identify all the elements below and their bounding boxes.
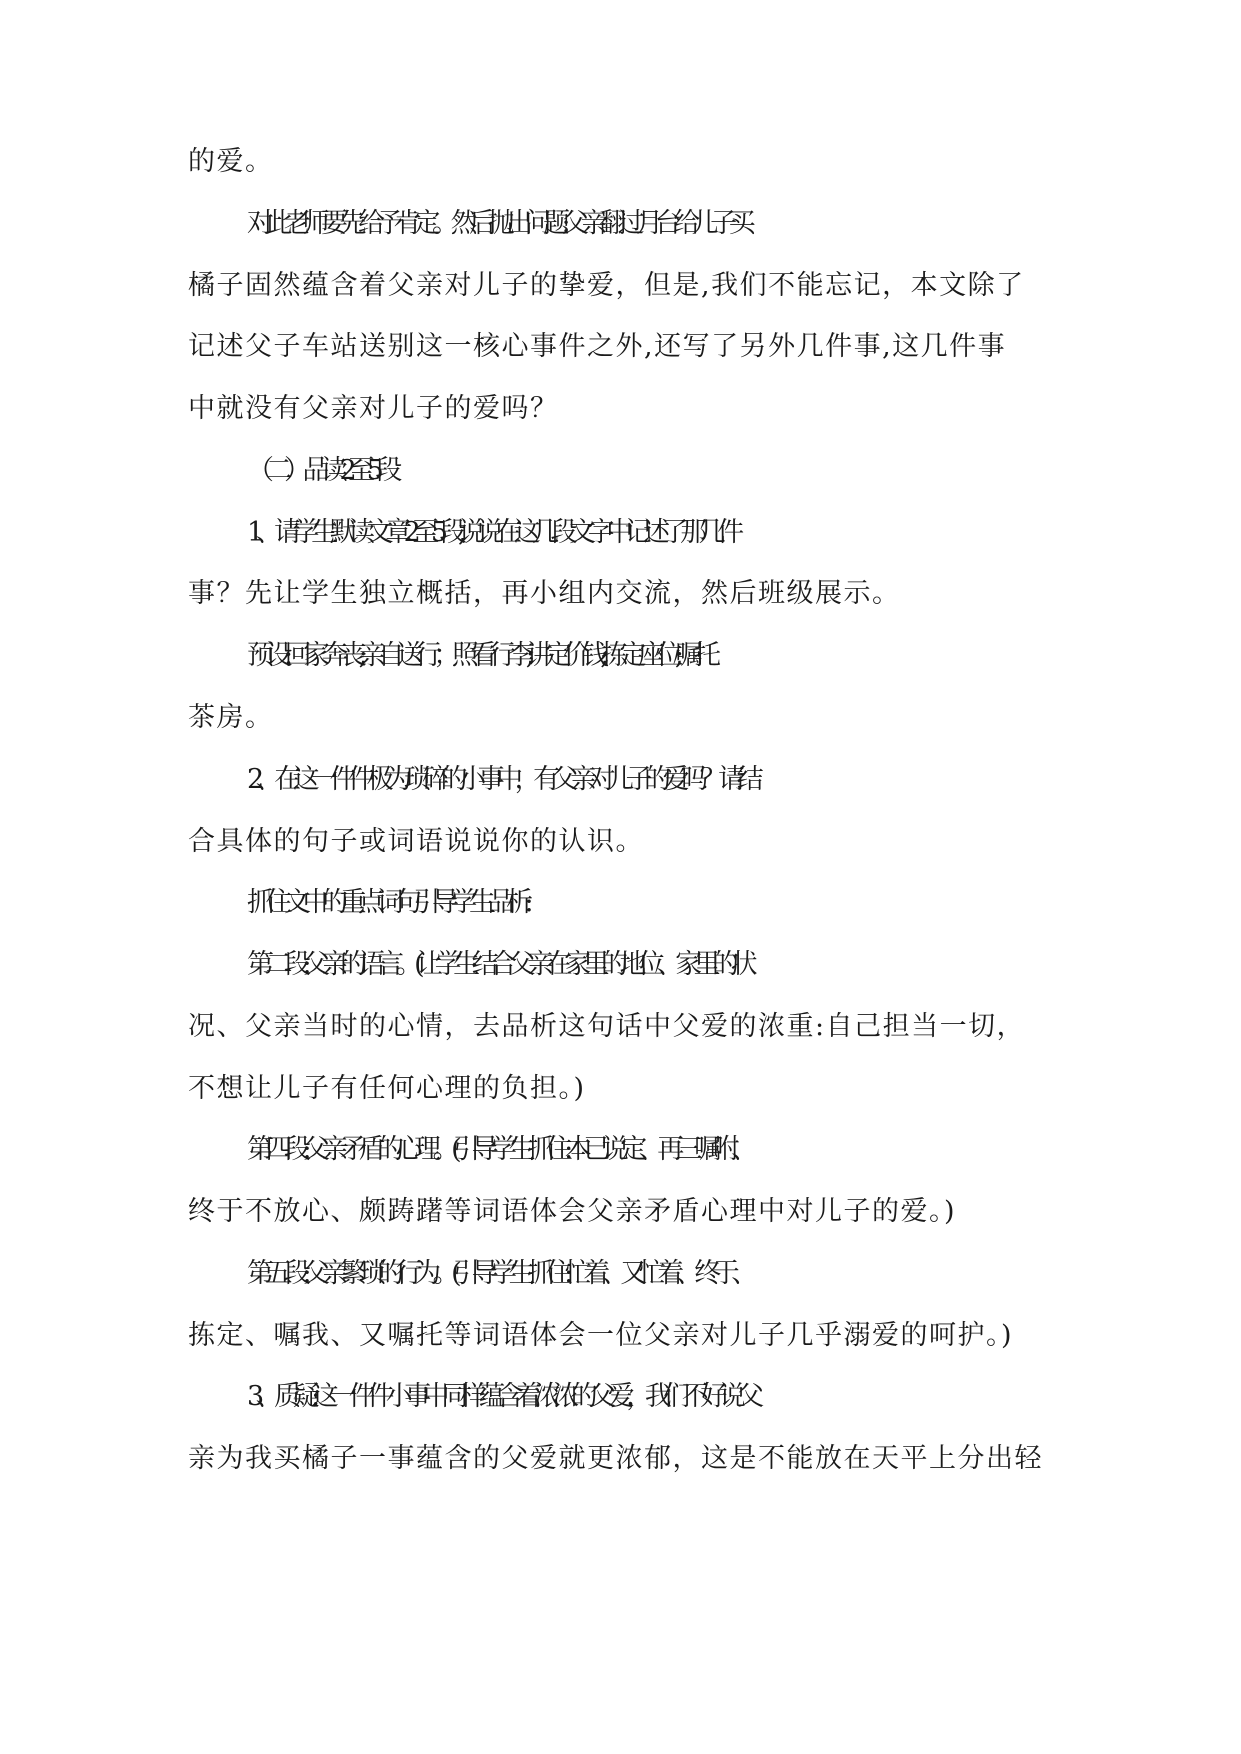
paragraph-line: 抓住文中的重点词句引导学生品析:: [247, 887, 526, 918]
paragraph-line: 拣定、嘱我、又嘱托等词语体会一位父亲对儿子几乎溺爱的呵护。): [188, 1320, 1014, 1351]
paragraph-line: 预设:回家奔丧;亲自送行；照看行李;讲定价钱;拣定座位;嘱托: [247, 640, 713, 671]
paragraph-line: 事？先让学生独立概括，再小组内交流，然后班级展示。: [188, 578, 901, 609]
paragraph-line: 橘子固然蕴含着父亲对儿子的挚爱，但是,我们不能忘记，本文除了: [188, 270, 1025, 301]
paragraph-line: 茶房。: [188, 702, 274, 733]
paragraph-line: 2、在这一件件极为琐碎的小事中，有父亲对儿子的爱吗？请结: [247, 764, 756, 795]
paragraph-line: 况、父亲当时的心情，去品析这句话中父爱的浓重:自己担当一切，: [188, 1011, 1026, 1042]
paragraph-line: 第二段:父亲的语言。(让学生结合父亲在家里的地位、家里的状: [247, 949, 750, 980]
paragraph-line: 对此老师要先给予肯定。然后抛出问题:父亲翻过月台给儿子买: [247, 208, 748, 239]
paragraph-line: 中就没有父亲对儿子的爱吗？: [188, 393, 559, 424]
paragraph-line: 1、请学生默读文章2至5段,说说在这几段文字中记述了那几件: [247, 517, 736, 548]
paragraph-line: 记述父子车站送别这一核心事件之外,还写了另外几件事,这几件事: [188, 331, 1007, 362]
paragraph-line: 亲为我买橘子一事蕴含的父爱就更浓郁，这是不能放在天平上分出轻: [188, 1443, 1043, 1474]
paragraph-line: 不想让儿子有任何心理的负担。): [188, 1073, 586, 1104]
paragraph-line: 的爱。: [188, 146, 274, 177]
paragraph-line: 合具体的句子或词语说说你的认识。: [188, 826, 644, 857]
paragraph-line: 第四段:父亲矛盾的心理。(引导学生抓住:本已说定、再三嘱咐、: [247, 1134, 750, 1165]
paragraph-line: 第五段:父亲繁琐的行为。(引导学生抓住:忙着、又忙着、终于、: [247, 1258, 750, 1289]
paragraph-line: 终于不放心、颇踌躇等词语体会父亲矛盾心理中对儿子的爱。): [188, 1196, 957, 1227]
section-heading: （二）品读2至5段: [247, 455, 394, 486]
paragraph-line: 3、质疑:这一件件小事中同样蕴含着浓浓的父爱，我们不好说父: [247, 1381, 756, 1412]
